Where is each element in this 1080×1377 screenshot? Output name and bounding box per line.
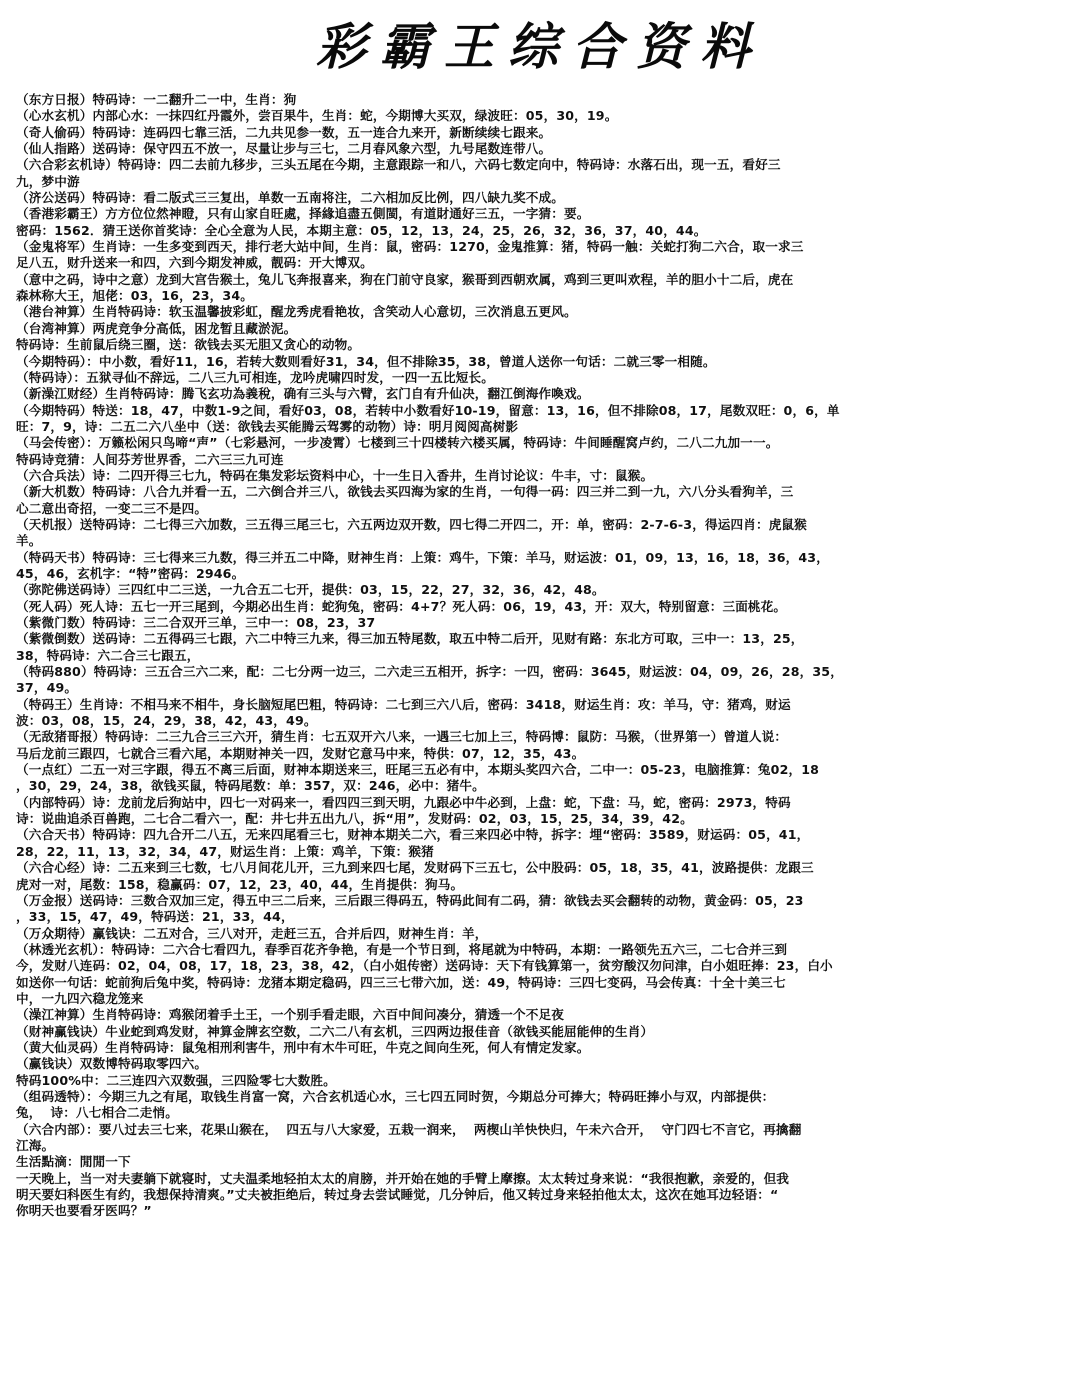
text-line: （奇人偷码）特码诗：连码四七靠三活，二九共见参一数，五一连合九来开，新断续续七跟来。: [16, 124, 552, 140]
text-line: 生活點滴：閒閒一下: [16, 1154, 131, 1170]
text-line: 45，46，玄机字：“特”密码：2946。: [16, 565, 245, 581]
text-line: （特码天书）特码诗：三七得来三九数，得三并五二中降，财神生肖：上策：鸡牛，下策：羊马，财运波：01，09，13，16，18，36，43，: [16, 549, 829, 565]
text-line: ，30，29，24，38，欲钱买鼠，特码尾数：单：357，双：246，必中：猪牛。: [16, 778, 485, 794]
text-line: （赢钱诀）双数博特码取零四六。: [16, 1056, 208, 1072]
text-line: （紫微倒数）送码诗：二五得码三七跟，六二中特三九来，得三加五特尾数，取五中特二后开，见财有路：东北方可取，三中一：13，25，: [16, 631, 804, 647]
text-line: 江海。: [16, 1138, 55, 1153]
text-line: （特码880）特码诗：三五合三六二来，配：二七分两一边三，二六走三五相开，拆字：一四，密码：3645，财运波：04，09，26，28，35，: [16, 664, 843, 680]
text-line: 如送你一句话：蛇前狗后兔中奖，特码诗：龙猪本期定稳码，四三三七带六加，送：49，特码诗：三四七变码，马会传真：十全十美三七: [16, 974, 786, 990]
text-line: （今期特码）：中小数，看好11，16，若转大数则看好31，34，但不排除35，38，曾道人送你一句话：二就三零一相随。: [16, 353, 716, 369]
text-line: （林透光玄机）：特码诗：二六合七看四九，春季百花齐争艳，有是一个节日到，将尾就为中特码，本期：一路领先五六三，二七合并三到: [16, 941, 788, 957]
text-line: 密码：1562．猜王送你首奖诗：全心全意为人民，本期主意：05，12，13，24，25，26，32，36，37，40，44。: [16, 222, 707, 238]
text-line: ，33，15，47，49，特码送：21，33，44，: [16, 909, 294, 925]
text-line: （六合内部）：要八过去三七来，花果山猴在， 四五与八大家爱，五栽一润来， 两楔山羊快快归，午未六合开， 守门四七不言它，再擒翻: [16, 1121, 802, 1137]
text-line: （组码透特）：今期三九之有尾，取钱生肖富一窝，六合玄机适心水，三七四五同时贺，今期总分可捧大；特码旺捧小与双，内部提供：: [16, 1088, 775, 1104]
text-line: （济公送码）特码诗：看二版式三三复出，单数一五南将注，二六相加反比例，四八缺九奖不成。: [16, 190, 564, 206]
text-line: （新澡江财经）生肖特码诗：腾飞玄功為義稅，确有三头与六臂，玄门自有升仙决，翻江倒海作喚戏。: [16, 386, 590, 402]
text-line: 九，梦中游: [16, 173, 80, 189]
article-body: [16, 92, 1066, 1220]
text-line: （特码诗）：五狱寻仙不辞远，二八三九可相连，龙吟虎啸四时发，一四一五比短长。: [16, 369, 494, 385]
text-line: （六合心经）诗：二五来到三七数，七八月间花儿开，三九到来四七尾，发财码下三五七，公中股码：05，18，35，41，波路提供：龙跟三: [16, 860, 814, 876]
text-line: （天机报）送特码诗：二七得三六加数，三五得三尾三七，六五两边双开数，四七得二开四二，开：单，密码：2-7-6-3，得运四肖：虎鼠猴: [16, 516, 807, 532]
text-line: （六合天书）特码诗：四九合开二八五，无来四尾看三七，财神本期关二六，看三来四必中特，拆字：埋“密码：3589，财运码：05，41，: [16, 827, 810, 843]
text-line: （财神赢钱诀）牛业蛇到鸡发财，神算金牌玄空数，二六二八有玄机，三四两边报佳音（欲钱买能屈能伸的生肖）: [16, 1023, 654, 1039]
text-line: （仙人指路）送码诗：保守四五不放一，尽量让步与三七，二月春风象六型，九号尾数连带八。: [16, 141, 552, 157]
text-line: 羊。: [16, 533, 42, 549]
text-line: （台湾神算）两虎竞争分高低，困龙暂且藏淤泥。: [16, 320, 297, 336]
text-line: （六合彩玄机诗）特码诗：四二去前九移步，三头五尾在今期，主意跟踪一和八，六码七数定向中，特码诗：水落石出，现一五，看好三: [16, 157, 781, 173]
text-line: 明天要妇科医生有约，我想保持清爽。”丈夫被拒绝后，转过身去尝试睡觉，几分钟后，他又转过身来轻拍他太太，这次在她耳边轻语：“: [16, 1187, 779, 1203]
text-line: （万众期待）赢钱诀：二五对合，三八对开，走赶三五，合并后四，财神生肖：羊，: [16, 925, 488, 941]
text-line: （港台神算）生肖特码诗：软玉温馨披彩虹，醒龙秀虎看艳妆，含笑动人心意切，三次消息五更风。: [16, 304, 577, 320]
text-line: 诗：说曲追杀百兽跑，二七合二看六一，配：井七井五出九八，拆“用”，发财码：02，03，15，25，34，39，42。: [16, 811, 693, 827]
page-title: 彩霸王综合资料: [316, 17, 764, 76]
text-line: （死人码）死人诗：五七一开三尾到，今期必出生肖：蛇狗兔，密码：4+7？死人码：06，19，43，开：双大，特别留意：三面桃花。: [16, 598, 787, 614]
text-line: 37，49。: [16, 680, 78, 696]
text-line: 森林称大王，旭佬：03，16，23，34。: [16, 288, 253, 304]
text-line: 足八五，财升送来一和四，六到今期发神威，靓码：开大博双。: [16, 255, 373, 271]
text-line: 马后龙前三跟四，七就合三看六尾，本期财神关一四，发财它意马中来，特供：07，12，35，43。: [16, 745, 585, 761]
text-line: （今期特码）特送：18，47，中数1-9之间，看好03，08，若转中小数看好10-19，留意：13，16，但不排除08，17，尾数双旺：0，6，单: [16, 402, 840, 418]
text-line: 38，特码诗：六二合三七跟五，: [16, 647, 200, 663]
text-line: （特码王）生肖诗：不相马来不相牛，身长脑短尾巴粗，特码诗：二七到三六八后，密码：3418，财运生肖：攻：羊马，守：猪鸡，财运: [16, 696, 791, 712]
text-line: （黄大仙灵码）生肖特码诗：鼠兔相刑利害牛，刑中有木牛可旺，牛克之间向生死，何人有情定发家。: [16, 1039, 590, 1055]
text-line: 28，22，11，13，32，34，47，财运生肖：上策：鸡羊，下策：猴猪: [16, 843, 434, 859]
text-line: 旺：7，9，诗：二五二六八坐中（送：欲钱去买能腾云驾雾的动物）诗：明月阅阅高树影: [16, 418, 519, 434]
text-line: 特码100%中：二三连四六双数强，三四险零七大数胜。: [16, 1072, 336, 1088]
text-line: （马会传密）：万籁松闲只鸟啼“声”（七彩悬河，一步凌霄）七楼到三十四楼转六楼买属，特码诗：牛间睡醒窝卢约，二八二九加一一。: [16, 435, 779, 451]
text-line: （心水玄机）内部心水：一抹四红丹霞外，尝百果牛，生肖：蛇，今期博大买双，绿波旺：05，30，19。: [16, 108, 618, 124]
text-line: 中，一九四六稳龙笼来: [16, 990, 144, 1006]
text-line: （金鬼将军）生肖诗：一生多变到西天，排行老大站中间，生肖：鼠，密码：1270，金鬼推算：猪，特码一触：关蛇打狗二六合，取一求三: [16, 239, 804, 255]
text-line: 今，发财八连码：02，04，08，17，18，23，38，42，（白小姐传密）送码诗：天下有钱算第一，贫穷酸汉勿问津，白小姐旺捧：23，白小: [16, 958, 833, 974]
text-line: （紫微门数）特码诗：三二合双开三单，三中一：08，23，37: [16, 615, 376, 630]
text-line: （弥陀佛送码诗）三四红中二三送，一九合五二七开，提供：03，15，22，27，32，36，42，48。: [16, 582, 605, 598]
text-line: （万金报）送码诗：三数合双加三定，得五中三二后来，三后跟三得码五，特码此间有二码，猜：欲钱去买会翻转的动物，黄金码：05，23: [16, 892, 804, 908]
text-line: 一天晚上，当一对夫妻躺下就寝时，丈夫温柔地轻拍太太的肩膀，并开始在她的手臂上摩擦。太太转过身来说：“我很抱歉，亲爱的，但我: [16, 1170, 790, 1186]
text-line: 特码诗竞猜：人间芬芳世界香，二六三三九可连: [16, 451, 284, 467]
text-line: （内部特码）诗：龙前龙后狗站中，四七一对码来一，看四四三到天明，九跟必中牛必到，上盘：蛇，下盘：马，蛇，密码：2973，特码: [16, 794, 791, 810]
text-line: 你明天也要看牙医吗？”: [16, 1203, 152, 1219]
text-line: （澡江神算）生肖特码诗：鸡猴闭着手土王，一个别手看走眼，六百中间问凑分，猜透一个不足夜: [16, 1007, 564, 1023]
text-line: （东方日报）特码诗：一二翻升二一中，生肖：狗: [16, 92, 297, 107]
text-line: （香港彩霸王）方方位位然神瞪，只有山家自旺處，择緣追盡五側閩，有道財通好三五，一字猜：要。: [16, 206, 590, 222]
text-line: 虎对一对，尾数：158，稳赢码：07，12，23，40，44，生肖提供：狗马。: [16, 876, 464, 892]
text-line: （六合兵法）诗：二四开得三七九，特码在集发彩坛资料中心，十一生日入香井，生肖讨论议：牛丰，寸：鼠猴。: [16, 467, 654, 483]
text-line: 特码诗：生前鼠后绕三圈，送：欲钱去买无胆又贪心的动物。: [16, 337, 361, 353]
text-line: 心二意出奇招，一变二三不是四。: [16, 500, 208, 516]
text-line: （无敌猪哥报）特码诗：二三九合三三六开，猜生肖：七五双开六八来，一遇三七加上三，特码博：鼠防：马猴，（世界第一）曾道人说：: [16, 729, 788, 745]
text-line: （意中之码，诗中之意）龙到大宫告猴土，兔儿飞奔报喜来，狗在门前守良家，猴哥到西朝欢属，鸡到三更叫欢程，羊的胆小十二后，虎在: [16, 271, 794, 287]
text-line: 兔， 诗：八七相合二走悄。: [16, 1105, 178, 1121]
text-line: （一点红）二五一对三字跟，得五不离三后面，财神本期送来三，旺尾三五必有中，本期头奖四六合，二中一：05-23，电脑推算：兔02，18: [16, 762, 820, 778]
text-line: （新大机数）特码诗：八合九并看一五，二六倒合并三八，欲钱去买四海为家的生肖，一句得一码：四三并二到一九，六八分头看狗羊，三: [16, 484, 794, 500]
text-line: 波：03，08，15，24，29，38，42，43，49。: [16, 713, 317, 729]
